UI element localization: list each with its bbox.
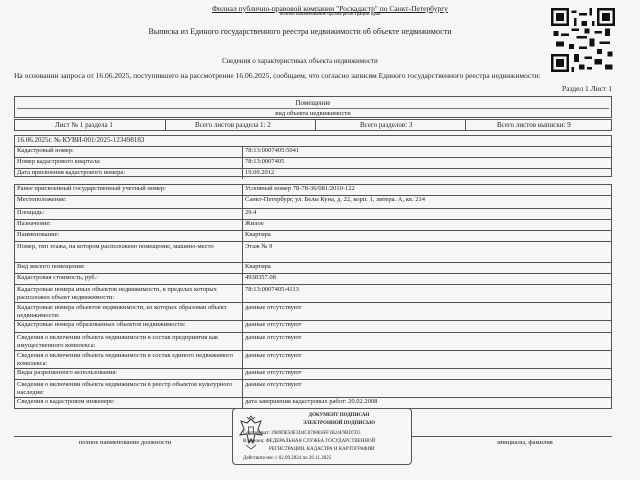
detail-label: Вид жилого помещения: <box>15 263 243 273</box>
detail-row <box>15 242 611 263</box>
detail-label: Ранее присвоенный государственный учетный номер: <box>15 185 243 195</box>
total-sheets-extract: Всего листов выписки: 9 <box>497 121 571 129</box>
section-title: Сведения о характеристиках объекта недвижимости <box>222 57 378 65</box>
detail-label: Сведения о включении объекта недвижимости в состав предприятия как имущественного комплекса: <box>15 333 243 350</box>
detail-label: Виды разрешенного использования: <box>15 369 243 379</box>
detail-row <box>15 303 611 321</box>
stamp-line: ЭЛЕКТРОННОЙ ПОДПИСЬЮ <box>302 421 376 426</box>
request-line: На основании запроса от 16.06.2025, поступившего на рассмотрение 16.06.2025, сообщаем, что согласно записям Единого государственного реестра недвижимости: <box>14 71 541 80</box>
detail-row <box>15 209 611 220</box>
section-sheet-label: Раздел 1 Лист 1 <box>561 84 612 93</box>
detail-label: Кадастровая стоимость, руб.: <box>15 274 243 284</box>
detail-value: Жилое <box>245 220 264 227</box>
stamp-line: Действителен: с 02.09.2024 по 26.11.2025 <box>243 456 332 461</box>
stamp-line: РЕГИСТРАЦИИ, КАДАСТРА И КАРТОГРАФИИ <box>269 447 375 452</box>
cadastral-number-value: 78:13:0007405:5041 <box>245 147 300 154</box>
quarter-number-label: Номер кадастрового квартала: <box>15 158 243 168</box>
detail-row <box>15 274 611 285</box>
detail-label: Местоположение: <box>15 196 243 208</box>
detail-label: Назначение: <box>15 220 243 230</box>
position-caption: полное наименование должности <box>78 439 172 446</box>
ident-row <box>15 168 611 179</box>
detail-value: данные отсутствуют <box>245 321 302 328</box>
stamp-line: Владелец: ФЕДЕРАЛЬНАЯ СЛУЖБА ГОСУДАРСТВЕННОЙ <box>243 439 376 444</box>
detail-value: данные отсутствуют <box>245 334 302 341</box>
detail-value: данные отсутствуют <box>245 304 302 311</box>
quarter-number-value: 78:13:0007405 <box>245 158 285 165</box>
detail-row <box>15 220 611 231</box>
sheet-number: Лист № 1 раздела 1 <box>55 121 113 129</box>
detail-label: Наименование: <box>15 231 243 241</box>
detail-label: Кадастровые номера иных объектов недвижимости, в пределах которых расположен объект недвижимости: <box>15 285 243 302</box>
detail-row <box>15 185 611 196</box>
detail-row <box>15 380 611 398</box>
detail-value: 29.4 <box>245 209 257 216</box>
detail-row <box>15 333 611 351</box>
identification-box <box>14 135 612 177</box>
extract-date-number: 16.06.2025г. № КУВИ-001/2025-123498183 <box>17 136 145 144</box>
name-caption: инициалы, фамилия <box>497 439 553 446</box>
stamp-line: Сертификат: 3989DE50E3D4C0788E6FF1B24F9BD7D3 <box>243 431 361 436</box>
detail-value: дата завершения кадастровых работ: 20.02.2008 <box>245 398 378 405</box>
detail-value: данные отсутствуют <box>245 352 302 359</box>
detail-label: Площадь: <box>15 209 243 219</box>
detail-label: Сведения о включении объекта недвижимости в состав единого недвижимого комплекса: <box>15 351 243 368</box>
detail-value: данные отсутствуют <box>245 381 302 388</box>
electronic-signature-stamp <box>232 408 412 465</box>
detail-label: Сведения о кадастровом инженере: <box>15 398 243 408</box>
detail-value: Квартира <box>245 263 271 270</box>
detail-label: Номер, тип этажа, на котором расположено помещение, машино-место <box>15 242 243 262</box>
detail-row <box>15 369 611 380</box>
detail-row <box>15 231 611 242</box>
document-title: Выписка из Единого государственного реестра недвижимости об объекте недвижимости <box>148 27 452 36</box>
total-sections: Всего разделов: 3 <box>360 121 413 129</box>
branch-name: Филиал публично-правовой компании "Роскадастр" по Санкт-Петербургу <box>211 4 449 13</box>
detail-row <box>15 263 611 274</box>
cadastral-number-label: Кадастровый номер: <box>15 147 243 157</box>
detail-value: Условный номер 78-78-36/081/2010-122 <box>245 185 355 192</box>
detail-value: данные отсутствуют <box>245 369 302 376</box>
detail-value: Санкт-Петербург, ул. Белы Куна, д. 22, корп. 1, литера. А, кв. 214 <box>245 196 425 203</box>
total-sheets-section: Всего листов раздела 1: 2 <box>195 121 271 129</box>
detail-label: Кадастровые номера объектов недвижимости, из которых образован объект недвижимости: <box>15 303 243 320</box>
detail-row <box>15 321 611 333</box>
detail-value: Квартира <box>245 231 271 238</box>
object-type-caption: вид объекта недвижимости <box>17 108 609 118</box>
ident-row <box>15 157 611 168</box>
detail-value: 78:13:0007405:4113 <box>245 286 299 293</box>
detail-row <box>15 196 611 209</box>
detail-row <box>15 351 611 369</box>
sheet-info-row <box>14 119 612 131</box>
detail-value: Этаж № 9 <box>245 243 273 250</box>
assignment-date-value: 19.09.2012 <box>245 169 275 176</box>
details-table <box>14 184 612 409</box>
detail-value: 4938357.08 <box>245 274 276 281</box>
detail-label: Кадастровые номера образованных объектов недвижимости: <box>15 321 243 332</box>
stamp-line: ДОКУМЕНТ ПОДПИСАН <box>308 413 370 418</box>
ident-row <box>15 146 611 157</box>
object-type-box <box>14 96 612 118</box>
detail-label: Сведения о включении объекта недвижимости в реестр объектов культурного наследия: <box>15 380 243 397</box>
assignment-date-label: Дата присвоения кадастрового номера: <box>15 169 243 179</box>
detail-row <box>15 285 611 303</box>
branch-caption: полное наименование органа регистрации прав <box>279 12 381 17</box>
qr-code <box>551 8 615 72</box>
object-type: Помещение <box>295 99 331 107</box>
